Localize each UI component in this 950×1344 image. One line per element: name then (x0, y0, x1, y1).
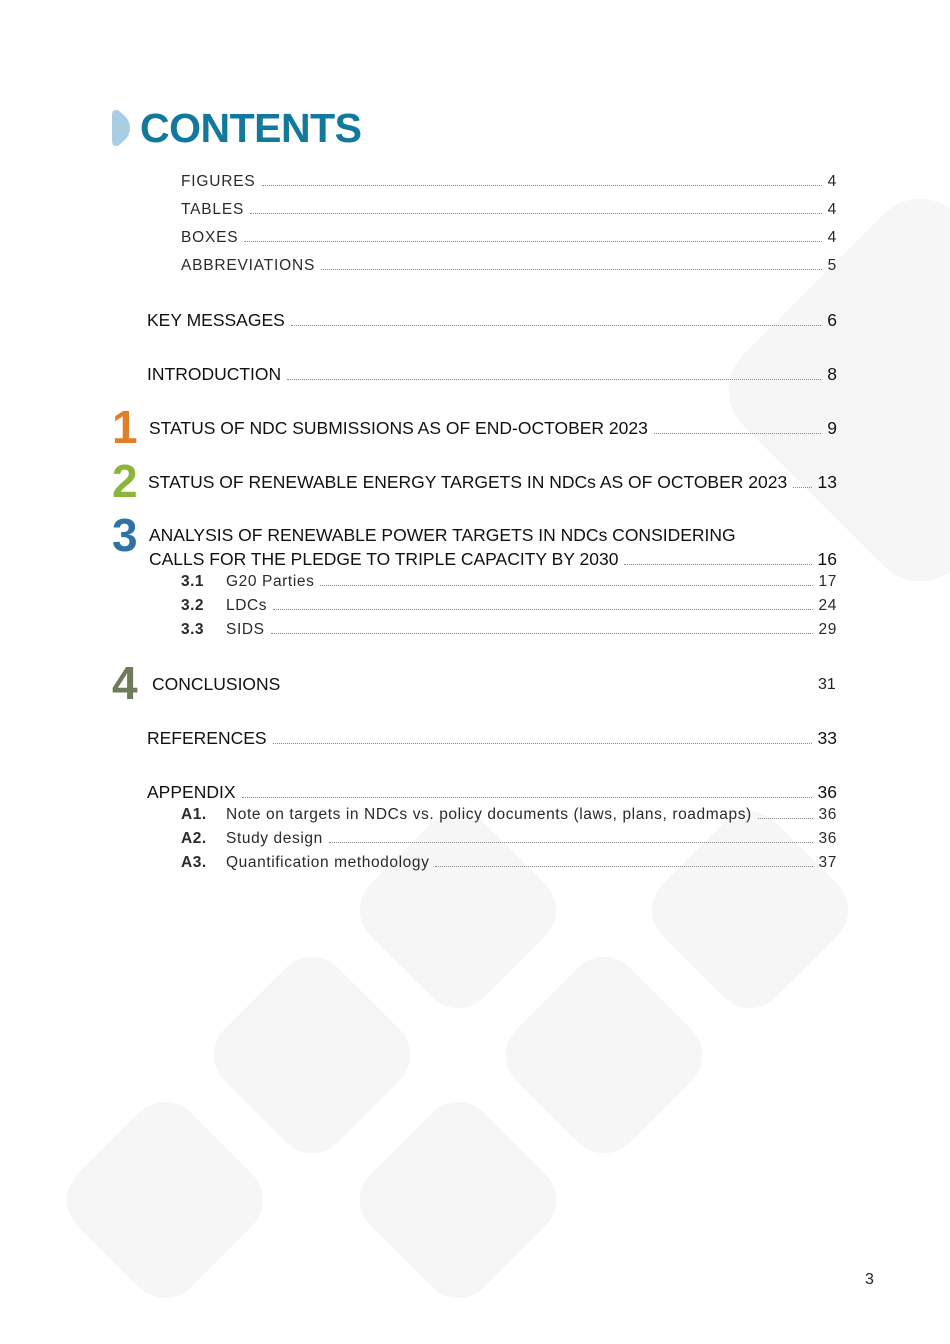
page-number: 3 (865, 1271, 874, 1288)
toc-entry-chapter-3-line1[interactable]: ANALYSIS OF RENEWABLE POWER TARGETS IN NDCs CONSIDERING (149, 525, 736, 545)
chapter-number-3: 3 (112, 509, 138, 561)
chevron-marker-icon (112, 109, 134, 147)
background-diamond (199, 942, 425, 1168)
toc-entry-section-3-1[interactable]: 3.1 G20 Parties 17 (181, 573, 837, 590)
toc-entry-tables[interactable]: TABLES 4 (181, 201, 837, 218)
toc-entry-chapter-3[interactable]: CALLS FOR THE PLEDGE TO TRIPLE CAPACITY BY 2030 16 (149, 549, 837, 569)
chapter-number-1: 1 (112, 401, 138, 453)
page-title: CONTENTS (140, 105, 362, 151)
chapter-number-4: 4 (112, 657, 138, 709)
background-diamond (491, 942, 717, 1168)
background-diamond (52, 1087, 278, 1313)
contents-heading (112, 106, 362, 150)
toc-entry-section-3-2[interactable]: 3.2 LDCs 24 (181, 597, 837, 614)
toc-entry-appendix-a1[interactable]: A1. Note on targets in NDCs vs. policy documents (laws, plans, roadmaps) 36 (181, 806, 837, 823)
toc-entry-boxes[interactable]: BOXES 4 (181, 229, 837, 246)
toc-entry-chapter-1[interactable]: STATUS OF NDC SUBMISSIONS AS OF END-OCTOBER 2023 9 (149, 418, 837, 438)
toc-entry-figures[interactable]: FIGURES 4 (181, 173, 837, 190)
toc-entry-section-3-3[interactable]: 3.3 SIDS 29 (181, 621, 837, 638)
toc-entry-appendix-a3[interactable]: A3. Quantification methodology 37 (181, 854, 837, 871)
toc-page-chapter-4: 31 (818, 676, 836, 693)
toc-entry-abbreviations[interactable]: ABBREVIATIONS 5 (181, 257, 837, 274)
toc-entry-key-messages[interactable]: KEY MESSAGES 6 (147, 310, 837, 330)
chapter-number-2: 2 (112, 455, 138, 507)
toc-entry-chapter-2[interactable]: STATUS OF RENEWABLE ENERGY TARGETS IN NDCs AS OF OCTOBER 2023 13 (148, 472, 837, 492)
toc-entry-appendix[interactable]: APPENDIX 36 (147, 782, 837, 802)
background-diamond (345, 1087, 571, 1313)
toc-entry-chapter-4[interactable]: CONCLUSIONS (152, 674, 281, 694)
toc-entry-appendix-a2[interactable]: A2. Study design 36 (181, 830, 837, 847)
toc-entry-introduction[interactable]: INTRODUCTION 8 (147, 364, 837, 384)
toc-entry-references[interactable]: REFERENCES 33 (147, 728, 837, 748)
